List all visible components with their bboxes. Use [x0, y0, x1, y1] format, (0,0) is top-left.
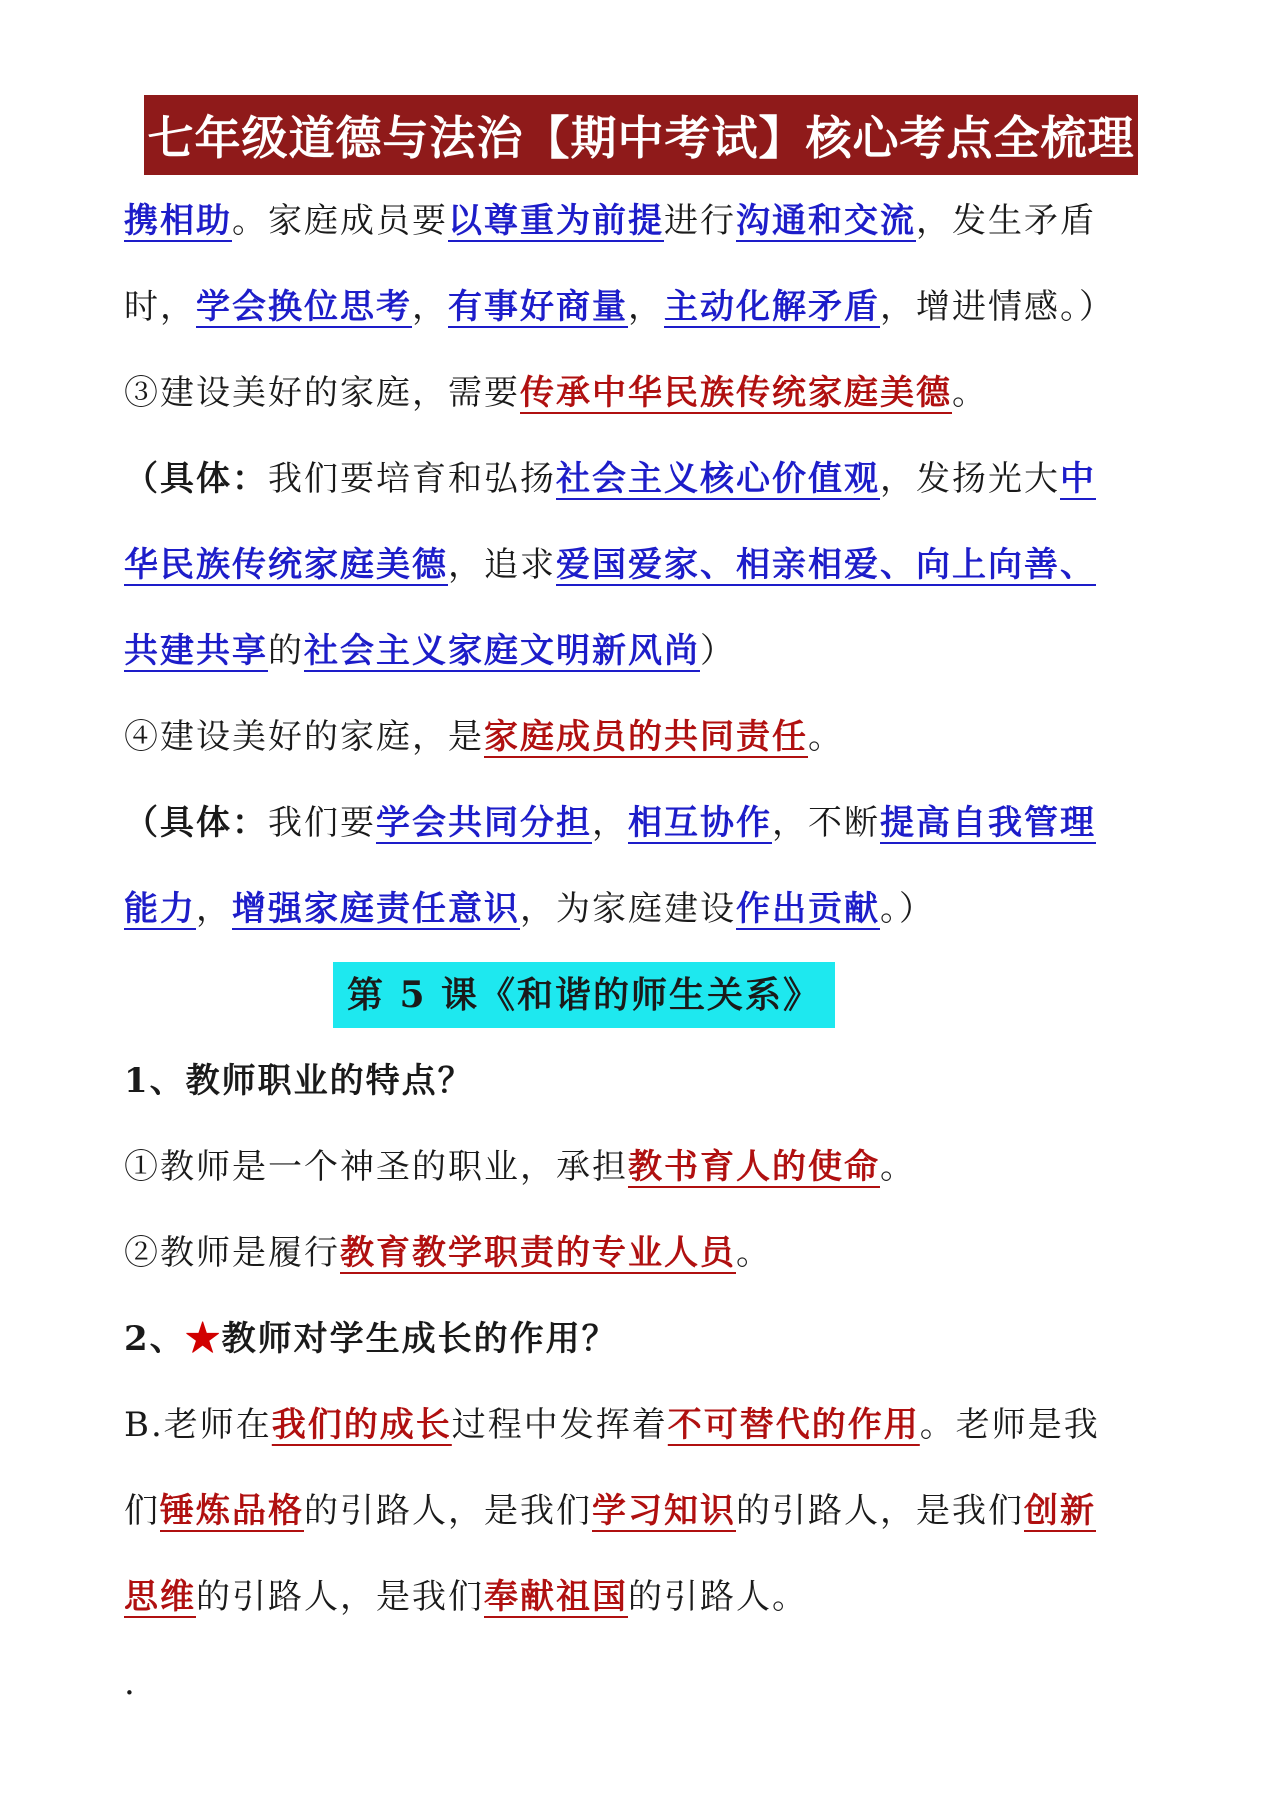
body-text: ②教师是履行	[124, 1233, 340, 1273]
body-text: 。）	[880, 889, 935, 929]
body-text: ，不断	[772, 803, 880, 843]
body-text: 。	[808, 717, 844, 757]
body-text: 们	[124, 1491, 160, 1531]
body-text: ①教师是一个神圣的职业，承担	[124, 1147, 628, 1187]
body-text: ，	[412, 287, 448, 327]
body-text: 我们要培育和弘扬	[268, 459, 556, 499]
keyword-blue: 社会主义家庭文明新风尚	[304, 631, 700, 671]
body-text: B.老师在	[124, 1405, 272, 1445]
text-line	[124, 608, 1164, 694]
keyword-blue: 携相助	[124, 201, 232, 241]
keyword-blue: 提高自我管理	[880, 803, 1096, 843]
page-title: 七年级道德与法治【期中考试】核心考点全梳理	[147, 111, 1135, 165]
body-text: ，	[196, 889, 232, 929]
body-text: ，追求	[448, 545, 556, 585]
text-line	[124, 350, 1164, 436]
question-1-answers	[124, 1124, 1164, 1296]
body-text: 。	[880, 1147, 916, 1187]
text-line	[124, 1124, 1164, 1210]
keyword-blue: 中	[1060, 459, 1096, 499]
keyword-red: 锤炼品格	[160, 1491, 304, 1531]
body-text: ，为家庭建设	[520, 889, 736, 929]
keyword-blue: 增强家庭责任意识	[232, 889, 520, 929]
keyword-blue: 作出贡献	[736, 889, 880, 929]
label-text: （具体：	[124, 803, 268, 843]
keyword-blue: 爱国爱家、相亲相爱、向上向善、	[556, 545, 1096, 585]
question-2-number: 2、	[124, 1319, 186, 1359]
star-icon: ★	[185, 1319, 222, 1359]
document-body	[124, 178, 1164, 1726]
keyword-red: 创新	[1024, 1491, 1096, 1531]
keyword-red: 思维	[124, 1577, 196, 1617]
body-text: 。老师是我	[919, 1405, 1100, 1445]
question-2-text: 教师对学生成长的作用？	[221, 1319, 618, 1359]
question-2	[124, 1296, 1164, 1382]
keyword-blue: 社会主义核心价值观	[556, 459, 880, 499]
body-text: ，增进情感。）	[880, 287, 1115, 327]
body-text: 的引路人，是我们	[196, 1577, 484, 1617]
text-line	[124, 1468, 1164, 1554]
text-line	[124, 178, 1164, 264]
body-text: 的引路人，是我们	[304, 1491, 592, 1531]
text-line	[124, 436, 1164, 522]
question-2-answers	[124, 1382, 1164, 1640]
keyword-blue: 共建共享	[124, 631, 268, 671]
keyword-blue: 主动化解矛盾	[664, 287, 880, 327]
keyword-red: 我们的成长	[271, 1405, 452, 1445]
body-text: 的	[268, 631, 304, 671]
lesson-heading-row	[124, 952, 1164, 1038]
trailing-dot: .	[124, 1663, 135, 1703]
body-text: ，发扬光大	[880, 459, 1060, 499]
keyword-blue: 相互协作	[628, 803, 772, 843]
body-text: ③建设美好的家庭，需要	[124, 373, 520, 413]
keyword-blue: 沟通和交流	[736, 201, 916, 241]
body-text: 时，	[124, 287, 196, 327]
body-text: 。	[952, 373, 988, 413]
keyword-red: 学习知识	[592, 1491, 736, 1531]
keyword-blue: 华民族传统家庭美德	[124, 545, 448, 585]
family-section	[124, 178, 1164, 952]
text-line	[124, 522, 1164, 608]
body-text: ④建设美好的家庭，是	[124, 717, 484, 757]
body-text: 。家庭成员要	[232, 201, 448, 241]
body-text: 我们要	[268, 803, 376, 843]
keyword-blue: 学会换位思考	[196, 287, 412, 327]
question-1: 1、教师职业的特点？	[124, 1061, 474, 1101]
text-line	[124, 1382, 1164, 1468]
body-text: 的引路人，是我们	[736, 1491, 1024, 1531]
body-text: ，发生矛盾	[916, 201, 1096, 241]
body-text: 过程中发挥着	[451, 1405, 668, 1445]
text-line	[124, 1554, 1164, 1640]
lesson-heading: 第 5 课《和谐的师生关系》	[333, 962, 835, 1028]
keyword-blue: 能力	[124, 889, 196, 929]
text-line	[124, 1210, 1164, 1296]
body-text: ，	[628, 287, 664, 327]
body-text: 。	[736, 1233, 772, 1273]
keyword-red: 传承中华民族传统家庭美德	[520, 373, 952, 413]
body-text: 的引路人。	[628, 1577, 808, 1617]
keyword-blue: 有事好商量	[448, 287, 628, 327]
keyword-red: 不可替代的作用	[667, 1405, 920, 1445]
text-line	[124, 866, 1164, 952]
label-text: （具体：	[124, 459, 268, 499]
body-text: 进行	[664, 201, 736, 241]
text-line	[124, 694, 1164, 780]
keyword-red: 家庭成员的共同责任	[484, 717, 808, 757]
title-banner	[144, 95, 1138, 175]
keyword-blue: 学会共同分担	[376, 803, 592, 843]
keyword-red: 奉献祖国	[484, 1577, 628, 1617]
body-text: ）	[700, 631, 736, 671]
keyword-red: 教育教学职责的专业人员	[340, 1233, 736, 1273]
body-text: ，	[592, 803, 628, 843]
text-line	[124, 264, 1164, 350]
text-line	[124, 780, 1164, 866]
keyword-red: 教书育人的使命	[628, 1147, 880, 1187]
keyword-blue: 以尊重为前提	[448, 201, 664, 241]
